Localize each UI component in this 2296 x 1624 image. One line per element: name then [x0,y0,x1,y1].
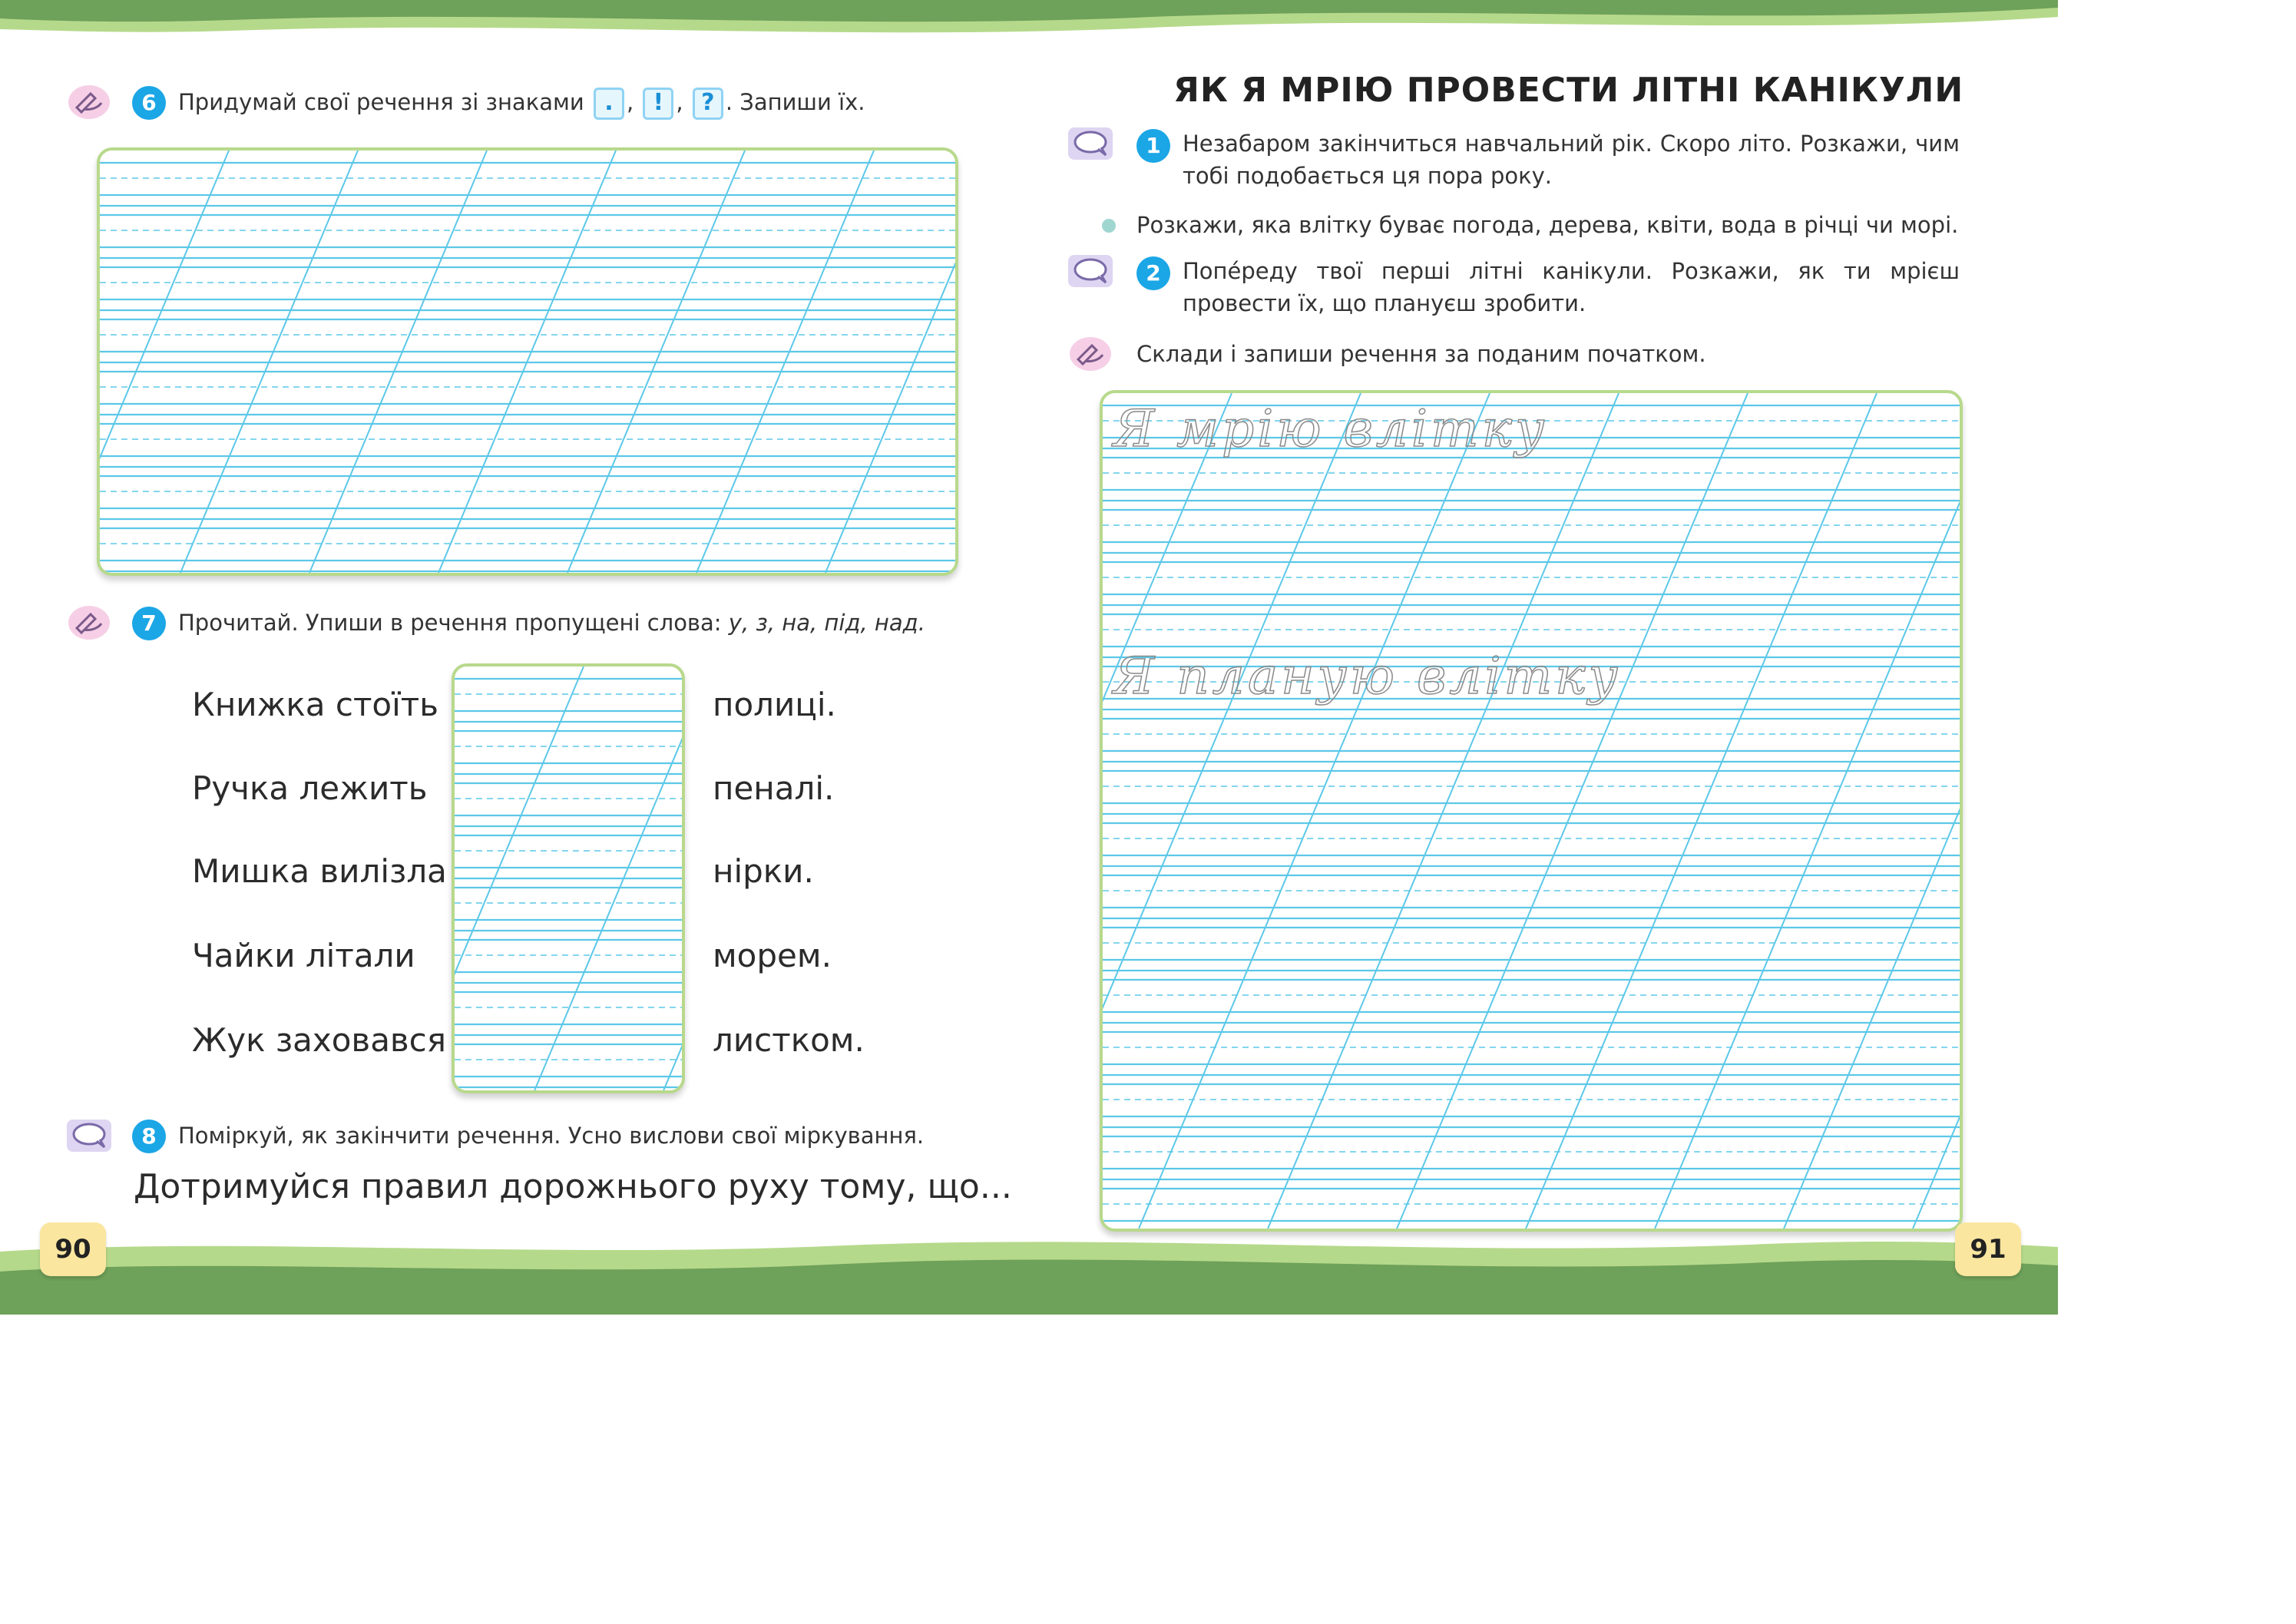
bullet-text: Розкажи, яка влітку буває погода, дерева, квіти, вода в річці чи морі. [1136,212,1959,238]
sentence-1-end: полиці. [713,686,836,723]
writing-area-task6[interactable] [97,147,958,576]
task2-text: Попéреду твої перші літні канікули. Розкажи, як ти мрієш провести їх, що плануєш зробити. [1183,258,1960,316]
task7-instruction [178,607,925,639]
lesson-title: ЯК Я МРІЮ ПРОВЕСТИ ЛІТНІ КАНІКУЛИ [1173,71,1964,110]
sentence-2-end: пеналі. [713,769,835,807]
task8-sentence: Дотримуйся правил дорожнього руху тому, що... [134,1167,1012,1206]
sentence-3-end: нірки. [713,852,814,890]
starter-1-cursive: Я мрію влітку [1113,399,1548,458]
starter-2-cursive: Я планую влітку [1113,647,1621,706]
task6-instruction: Придумай свої речення зі знаками . , ! , ? . Запиши їх. [178,86,865,120]
page-number-right: 91 [1955,1222,2021,1276]
task-number-2: 2 [1136,256,1170,290]
task1-text: Незабаром закінчиться навчальний рік. Скоро літо. Розкажи, чим тобі подобається ця пора року. [1183,131,1960,189]
task7-words: у, з, на, під, над. [728,610,925,636]
period-mark: . [594,88,624,120]
task6-text-before: Придумай свої речення зі знаками [178,89,584,115]
bullet-dot [1102,219,1116,233]
page-number-left: 90 [40,1222,106,1276]
pencil-hand-icon [68,84,111,120]
task8-instruction: Поміркуй, як закінчити речення. Усно вислови свої міркування. [178,1123,925,1149]
sentence-5-start: Жук заховався [192,1021,447,1059]
speech-bubble-icon [1067,253,1113,289]
task-number-8: 8 [132,1120,166,1153]
pencil-hand-icon [1069,336,1112,372]
task-number-6: 6 [132,86,166,120]
ruled-lines [100,150,955,573]
pencil-hand-icon [68,605,111,640]
speech-bubble-icon [66,1118,112,1153]
fill-in-word-box[interactable] [452,663,685,1093]
task3-instruction: Склади і запиши речення за поданим початком. [1136,341,1706,367]
sentence-5-end: листком. [713,1021,865,1059]
ruled-lines [455,666,682,1090]
question-mark: ? [693,88,723,120]
task7-text: Прочитай. Упиши в речення пропущені слова: [178,610,729,636]
exclamation-mark: ! [643,88,673,120]
speech-bubble-icon [1067,126,1113,161]
ruled-lines [1103,393,1960,1229]
sentence-3-start: Мишка вилізла [192,852,447,890]
writing-area-summer[interactable] [1100,390,1963,1232]
task-number-7: 7 [132,607,166,640]
sentence-2-start: Ручка лежить [192,769,428,807]
bottom-wave-decoration [0,1229,2058,1315]
top-wave-decoration [0,0,2058,46]
task6-text-after: . Запиши їх. [725,89,865,115]
task-number-1: 1 [1136,129,1170,163]
sentence-4-start: Чайки літали [192,937,415,974]
sentence-4-end: морем. [713,937,832,974]
sentence-1-start: Книжка стоїть [192,686,439,723]
